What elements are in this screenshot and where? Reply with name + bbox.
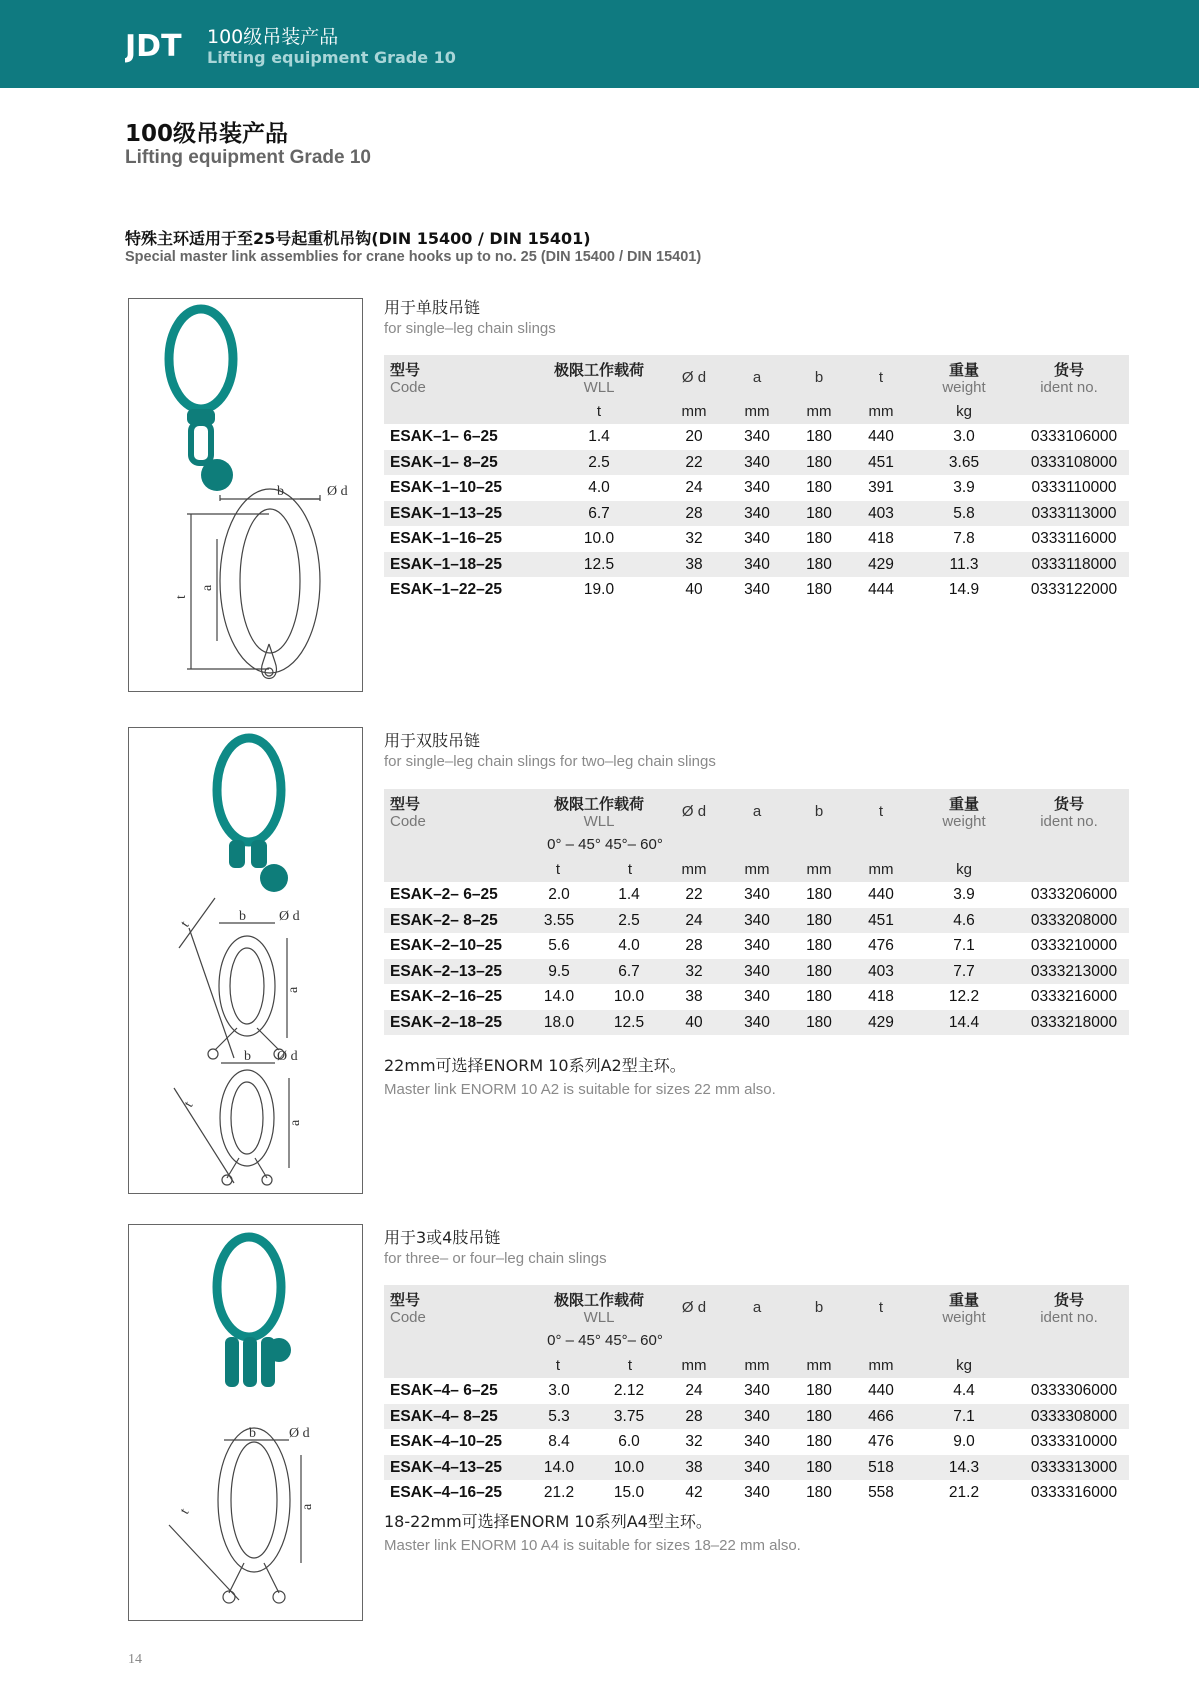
cell-d: 32	[685, 962, 703, 980]
cell-a: 340	[744, 962, 770, 980]
dim-a-label: a	[200, 584, 215, 591]
cell-b: 180	[806, 530, 832, 547]
cell-ident: 0333306000	[1030, 1382, 1118, 1399]
unit-cell: t	[596, 403, 602, 420]
cell-a: 340	[744, 1013, 770, 1031]
header-title-cn: 100级吊装产品	[207, 26, 339, 48]
cell-code: ESAK–1– 6–25	[390, 428, 498, 445]
col-ident-en: ident no.	[1040, 379, 1098, 396]
cell-weight: 7.7	[953, 962, 975, 980]
col-weight-cn: 重量	[948, 1291, 979, 1309]
two-leg-table	[384, 789, 1129, 1035]
cell-wll: 10.0	[583, 530, 615, 547]
table-row	[384, 984, 1129, 1010]
cell-wll: 4.0	[588, 479, 610, 496]
cell-wll2: 15.0	[613, 1484, 645, 1501]
unit-cell: kg	[956, 861, 972, 878]
cell-b: 180	[806, 886, 832, 903]
dim-d-label: Ø d	[279, 909, 300, 924]
col-wll-en: WLL	[583, 1309, 615, 1326]
cell-d: 38	[685, 988, 703, 1005]
table-row	[384, 577, 1129, 603]
col-a: a	[752, 369, 762, 386]
col-ident-cn: 货号	[1053, 795, 1084, 813]
section3-title-cn: 用于3或4肢吊链	[384, 1228, 501, 1247]
cell-t: 451	[868, 453, 894, 471]
cell-a: 340	[744, 479, 770, 496]
cell-weight: 9.0	[953, 1433, 975, 1450]
cell-wll: 6.7	[588, 504, 610, 522]
subtitle-en: Special master link assemblies for crane hooks up to no. 25 (DIN 15400 / DIN 15401)	[125, 249, 702, 265]
cell-t: 440	[868, 886, 894, 903]
cell-wll: 19.0	[583, 581, 615, 598]
table-header	[384, 789, 1129, 882]
cell-b: 180	[806, 1013, 832, 1031]
cell-b: 180	[806, 1407, 832, 1425]
table-header	[384, 355, 1129, 424]
col-t: t	[878, 803, 884, 820]
section2-title-en: for single–leg chain slings for two–leg chain slings	[384, 753, 716, 770]
col-weight-cn: 重量	[948, 795, 979, 813]
cell-weight: 12.2	[948, 988, 980, 1005]
cell-wll2: 2.12	[613, 1382, 645, 1399]
cell-t: 440	[868, 428, 894, 445]
dim-t-label: t	[177, 918, 193, 931]
cell-wll1: 8.4	[548, 1433, 570, 1450]
cell-weight: 4.4	[953, 1382, 975, 1399]
cell-a: 340	[744, 911, 770, 929]
table-row	[384, 1455, 1129, 1481]
cell-a: 340	[744, 886, 770, 903]
two-leg-illustration	[128, 727, 363, 1194]
col-a: a	[752, 1299, 762, 1316]
cell-b: 180	[806, 453, 832, 471]
cell-code: ESAK–4– 6–25	[390, 1382, 498, 1399]
dim-a-label: a	[288, 1119, 303, 1126]
dim-d-label: Ø d	[289, 1426, 310, 1441]
col-b: b	[814, 1299, 824, 1316]
single-leg-table	[384, 355, 1129, 603]
section2-note-cn: 22mm可选择ENORM 10系列A2型主环。	[384, 1056, 686, 1075]
four-leg-table	[384, 1285, 1129, 1506]
cell-ident: 0333310000	[1030, 1433, 1118, 1450]
cell-d: 40	[685, 581, 703, 598]
cell-ident: 0333108000	[1030, 453, 1118, 471]
cell-t: 429	[868, 1013, 894, 1031]
cell-wll2: 6.0	[618, 1433, 640, 1450]
cell-b: 180	[806, 479, 832, 496]
cell-weight: 7.8	[953, 530, 975, 547]
cell-code: ESAK–1–18–25	[390, 555, 503, 573]
angle-label: 0° – 45° 45°– 60°	[547, 836, 663, 853]
dim-a-label: a	[286, 986, 301, 993]
col-b: b	[814, 803, 824, 820]
cell-wll2: 3.75	[613, 1407, 645, 1425]
table-row	[384, 1480, 1129, 1506]
cell-wll2: 6.7	[618, 962, 640, 980]
cell-b: 180	[806, 428, 832, 445]
cell-weight: 14.4	[948, 1013, 980, 1031]
unit-cell: mm	[868, 403, 894, 420]
cell-wll1: 21.2	[543, 1484, 575, 1501]
unit-cell: mm	[681, 861, 707, 878]
table-header	[384, 1285, 1129, 1378]
cell-code: ESAK–4–13–25	[390, 1458, 503, 1476]
section1-title-cn: 用于单肢吊链	[384, 298, 481, 317]
dim-b-label: b	[249, 1426, 256, 1441]
unit-cell: kg	[956, 403, 972, 420]
cell-code: ESAK–2–16–25	[390, 988, 503, 1005]
col-code-en: Code	[390, 379, 426, 396]
cell-code: ESAK–2– 8–25	[390, 911, 498, 929]
cell-wll2: 4.0	[618, 937, 640, 954]
cell-wll: 12.5	[583, 555, 615, 573]
unit-cell: mm	[868, 861, 894, 878]
cell-wll2: 10.0	[613, 1458, 645, 1476]
table-row	[384, 526, 1129, 552]
master-link-photo	[169, 309, 233, 409]
unit-cell: mm	[806, 861, 832, 878]
cell-code: ESAK–1–16–25	[390, 530, 503, 547]
jdt-logo	[125, 20, 191, 68]
cell-d: 38	[685, 555, 703, 573]
cell-t: 403	[868, 504, 894, 522]
col-wll-cn: 极限工作载荷	[553, 1291, 644, 1309]
dim-a-label: a	[300, 1503, 315, 1510]
subtitle-cn: 特殊主环适用于至25号起重机吊钩(DIN 15400 / DIN 15401)	[125, 229, 591, 248]
cell-t: 476	[868, 937, 894, 954]
cell-code: ESAK–2–10–25	[390, 937, 503, 954]
col-d: Ø d	[681, 1299, 707, 1316]
col-d: Ø d	[681, 369, 707, 386]
col-ident-en: ident no.	[1040, 813, 1098, 830]
cell-ident: 0333313000	[1030, 1458, 1118, 1476]
cell-a: 340	[744, 1433, 770, 1450]
dim-d-label: Ø d	[327, 484, 348, 499]
cell-weight: 7.1	[953, 1407, 975, 1425]
cell-b: 180	[806, 988, 832, 1005]
table-row	[384, 424, 1129, 450]
cell-t: 444	[868, 581, 894, 598]
col-weight-en: weight	[942, 813, 986, 830]
table-row	[384, 475, 1129, 501]
page-title-cn: 100级吊装产品	[125, 121, 289, 147]
cell-a: 340	[744, 937, 770, 954]
cell-wll2: 1.4	[618, 886, 640, 903]
col-d: Ø d	[681, 803, 707, 820]
cell-wll1: 2.0	[548, 886, 570, 903]
table-row	[384, 1429, 1129, 1455]
cell-wll1: 9.5	[548, 962, 570, 980]
unit-cell: mm	[868, 1357, 894, 1374]
cell-a: 340	[744, 453, 770, 471]
col-a: a	[752, 803, 762, 820]
col-ident-cn: 货号	[1053, 361, 1084, 379]
cell-ident: 0333308000	[1030, 1407, 1118, 1425]
cell-code: ESAK–4–16–25	[390, 1484, 503, 1501]
cell-d: 24	[685, 479, 703, 496]
cell-b: 180	[806, 1484, 832, 1501]
cell-a: 340	[744, 530, 770, 547]
col-weight-cn: 重量	[948, 361, 979, 379]
cell-b: 180	[806, 1458, 832, 1476]
cell-code: ESAK–1–22–25	[390, 581, 503, 598]
cell-weight: 11.3	[949, 555, 979, 573]
cell-d: 24	[685, 911, 703, 929]
col-wll-en: WLL	[583, 379, 615, 396]
cell-weight: 5.8	[953, 504, 975, 522]
cell-a: 340	[744, 504, 770, 522]
cell-a: 340	[744, 1458, 770, 1476]
table-row	[384, 908, 1129, 934]
cell-code: ESAK–4– 8–25	[390, 1407, 498, 1425]
cell-wll1: 5.6	[548, 937, 570, 954]
cell-d: 40	[685, 1013, 703, 1031]
cell-weight: 4.6	[953, 911, 975, 929]
cell-wll: 2.5	[588, 453, 610, 471]
cell-t: 476	[868, 1433, 894, 1450]
cell-wll1: 14.0	[543, 1458, 575, 1476]
cell-weight: 21.2	[948, 1484, 980, 1501]
col-weight-en: weight	[942, 379, 986, 396]
unit-cell: mm	[681, 403, 707, 420]
cell-a: 340	[744, 581, 770, 598]
cell-wll1: 18.0	[543, 1013, 575, 1031]
cell-ident: 0333210000	[1030, 937, 1118, 954]
cell-b: 180	[806, 1382, 832, 1399]
unit-cell: t	[627, 1357, 633, 1374]
unit-cell: kg	[956, 1357, 972, 1374]
cell-t: 403	[868, 962, 894, 980]
unit-cell: mm	[744, 403, 770, 420]
single-leg-illustration	[128, 298, 363, 692]
cell-weight: 3.9	[953, 479, 975, 496]
cell-code: ESAK–1–13–25	[390, 504, 503, 522]
cell-wll: 1.4	[588, 428, 610, 445]
cell-b: 180	[806, 911, 832, 929]
cell-weight: 3.0	[953, 428, 975, 445]
cell-d: 24	[685, 1382, 703, 1399]
cell-t: 418	[868, 988, 894, 1005]
unit-cell: t	[627, 861, 633, 878]
unit-cell: t	[555, 861, 561, 878]
cell-t: 558	[868, 1484, 894, 1501]
col-code-cn: 型号	[390, 795, 421, 813]
section1-title-en: for single–leg chain slings	[384, 320, 556, 337]
cell-t: 418	[868, 530, 894, 547]
cell-t: 518	[868, 1458, 894, 1476]
cell-code: ESAK–4–10–25	[390, 1433, 503, 1450]
cell-t: 440	[868, 1382, 894, 1399]
page-title-en: Lifting equipment Grade 10	[125, 147, 371, 168]
cell-a: 340	[744, 428, 770, 445]
col-ident-en: ident no.	[1040, 1309, 1098, 1326]
table-row	[384, 882, 1129, 908]
cell-code: ESAK–2–18–25	[390, 1013, 503, 1031]
cell-ident: 0333113000	[1031, 504, 1117, 522]
cell-a: 340	[744, 1407, 770, 1425]
cell-wll2: 12.5	[613, 1013, 645, 1031]
dim-t-label: t	[177, 1506, 193, 1517]
col-code-cn: 型号	[390, 361, 421, 379]
unit-cell: mm	[681, 1357, 707, 1374]
cell-ident: 0333213000	[1030, 962, 1118, 980]
section3-title-en: for three– or four–leg chain slings	[384, 1250, 607, 1267]
dim-b-label: b	[277, 484, 284, 499]
header-title-en: Lifting equipment Grade 10	[207, 48, 456, 67]
table-row	[384, 1010, 1129, 1036]
cell-a: 340	[744, 555, 770, 573]
col-code-en: Code	[390, 1309, 426, 1326]
cell-wll1: 3.0	[548, 1382, 570, 1399]
angle-label: 0° – 45° 45°– 60°	[547, 1332, 663, 1349]
cell-ident: 0333106000	[1030, 428, 1118, 445]
cell-code: ESAK–2–13–25	[390, 962, 503, 980]
cell-t: 429	[868, 555, 894, 573]
cell-ident: 0333206000	[1030, 886, 1118, 903]
unit-cell: mm	[806, 1357, 832, 1374]
section3-note-en: Master link ENORM 10 A4 is suitable for sizes 18–22 mm also.	[384, 1537, 801, 1554]
dim-t-label: t	[181, 1099, 197, 1110]
cell-b: 180	[806, 1433, 832, 1450]
cell-b: 180	[806, 504, 832, 522]
col-weight-en: weight	[942, 1309, 986, 1326]
cell-t: 391	[868, 479, 894, 496]
cell-ident: 0333122000	[1030, 581, 1118, 598]
cell-code: ESAK–1– 8–25	[390, 453, 498, 471]
cell-weight: 7.1	[953, 937, 975, 954]
section2-note-en: Master link ENORM 10 A2 is suitable for sizes 22 mm also.	[384, 1081, 776, 1098]
cell-ident: 0333110000	[1031, 479, 1117, 496]
cell-t: 451	[868, 911, 894, 929]
table-row	[384, 501, 1129, 527]
table-row	[384, 450, 1129, 476]
cell-a: 340	[744, 988, 770, 1005]
cell-ident: 0333218000	[1030, 1013, 1118, 1031]
cell-t: 466	[868, 1407, 894, 1425]
table-row	[384, 1378, 1129, 1404]
cell-wll1: 3.55	[543, 911, 575, 929]
dim-b-label: b	[239, 909, 246, 924]
cell-b: 180	[806, 555, 832, 573]
page-number: 14	[128, 1652, 142, 1667]
cell-ident: 0333208000	[1030, 911, 1118, 929]
col-t: t	[878, 1299, 884, 1316]
col-t: t	[878, 369, 884, 386]
dim-d-label: Ø d	[277, 1049, 298, 1064]
cell-d: 22	[685, 453, 703, 471]
page-header	[0, 0, 1199, 88]
col-code-en: Code	[390, 813, 426, 830]
section2-title-cn: 用于双肢吊链	[384, 731, 481, 750]
cell-wll1: 5.3	[548, 1407, 570, 1425]
col-wll-cn: 极限工作载荷	[553, 361, 644, 379]
col-wll-cn: 极限工作载荷	[553, 795, 644, 813]
cell-d: 28	[685, 1407, 703, 1425]
four-leg-illustration	[128, 1224, 363, 1621]
cell-d: 42	[685, 1484, 703, 1501]
col-ident-cn: 货号	[1053, 1291, 1084, 1309]
svg-text:JDT: JDT	[125, 29, 182, 64]
cell-d: 22	[685, 886, 703, 903]
unit-cell: mm	[744, 1357, 770, 1374]
cell-a: 340	[744, 1382, 770, 1399]
cell-b: 180	[806, 937, 832, 954]
cell-d: 38	[685, 1458, 703, 1476]
table-row	[384, 1404, 1129, 1430]
dim-b-label: b	[244, 1049, 251, 1064]
cell-code: ESAK–2– 6–25	[390, 886, 498, 903]
unit-cell: t	[555, 1357, 561, 1374]
col-wll-en: WLL	[583, 813, 615, 830]
col-code-cn: 型号	[390, 1291, 421, 1309]
section3-note-cn: 18-22mm可选择ENORM 10系列A4型主环。	[384, 1512, 712, 1531]
cell-d: 28	[685, 504, 703, 522]
table-row	[384, 933, 1129, 959]
cell-ident: 0333316000	[1030, 1484, 1118, 1501]
cell-weight: 3.9	[953, 886, 975, 903]
cell-d: 20	[685, 428, 703, 445]
cell-weight: 3.65	[948, 453, 980, 471]
cell-d: 32	[685, 530, 703, 547]
table-row	[384, 959, 1129, 985]
cell-d: 28	[685, 937, 703, 954]
dim-t-label: t	[174, 595, 189, 599]
cell-wll2: 2.5	[618, 911, 640, 929]
table-row	[384, 552, 1129, 578]
cell-wll2: 10.0	[613, 988, 645, 1005]
unit-cell: mm	[744, 861, 770, 878]
cell-b: 180	[806, 581, 832, 598]
cell-wll1: 14.0	[543, 988, 575, 1005]
cell-code: ESAK–1–10–25	[390, 479, 503, 496]
cell-d: 32	[685, 1433, 703, 1450]
cell-weight: 14.9	[948, 581, 980, 598]
unit-cell: mm	[806, 403, 832, 420]
col-b: b	[814, 369, 824, 386]
cell-weight: 14.3	[948, 1458, 980, 1476]
cell-a: 340	[744, 1484, 770, 1501]
cell-ident: 0333116000	[1031, 530, 1117, 547]
cell-b: 180	[806, 962, 832, 980]
cell-ident: 0333118000	[1031, 555, 1117, 573]
cell-ident: 0333216000	[1030, 988, 1118, 1005]
